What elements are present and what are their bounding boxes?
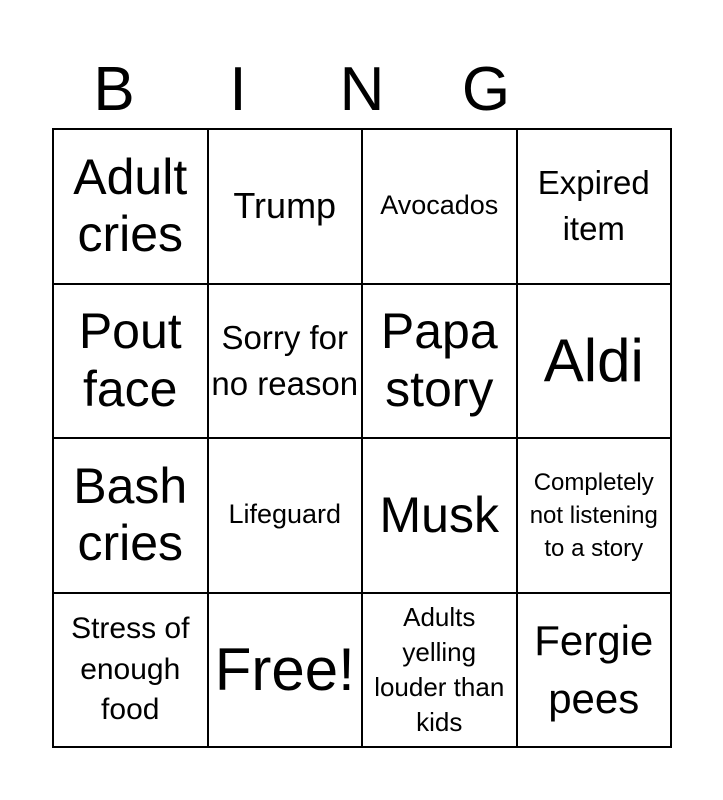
bingo-cell[interactable] — [209, 594, 364, 749]
header-letter-n: N — [339, 55, 385, 124]
cell-label: Adults yelling louder than kids — [374, 602, 505, 737]
cell-label: Pout face — [78, 303, 182, 417]
bingo-cell[interactable] — [54, 594, 209, 749]
cell-label: Papa story — [380, 303, 498, 417]
header-letter-b: B — [93, 55, 135, 124]
cell-label: Lifeguard — [228, 499, 342, 530]
cell-label: Trump — [233, 184, 337, 226]
bingo-cell[interactable] — [363, 130, 518, 285]
header-letter-g: G — [461, 55, 511, 124]
bingo-cell[interactable] — [54, 439, 209, 594]
bingo-cell[interactable] — [209, 130, 364, 285]
bingo-cell[interactable] — [518, 594, 673, 749]
cell-label: Bash cries — [73, 457, 188, 572]
cell-label: Free! — [214, 635, 355, 703]
cell-label: Expired item — [537, 164, 650, 248]
cell-label: Fergie pees — [534, 616, 654, 722]
bingo-cell[interactable] — [209, 285, 364, 440]
bingo-cell[interactable] — [54, 130, 209, 285]
cell-label: Aldi — [543, 326, 644, 394]
bingo-cell[interactable] — [518, 439, 673, 594]
cell-label: Musk — [379, 486, 499, 543]
cell-label: Avocados — [380, 190, 499, 221]
bingo-cell[interactable] — [363, 594, 518, 749]
header-letter-i: I — [229, 55, 247, 124]
bingo-cell[interactable] — [518, 285, 673, 440]
bingo-cell[interactable] — [363, 285, 518, 440]
cell-label: Adult cries — [73, 148, 188, 263]
cell-label: Stress of enough food — [71, 612, 190, 726]
bingo-cell[interactable] — [209, 439, 364, 594]
bingo-cell[interactable] — [518, 130, 673, 285]
cell-label: Sorry for no reason — [211, 318, 359, 402]
bingo-cell[interactable] — [54, 285, 209, 440]
bingo-board — [52, 128, 672, 748]
bingo-cell[interactable] — [363, 439, 518, 594]
cell-label: Completely not listening to a story — [529, 468, 658, 562]
bingo-header — [52, 52, 672, 128]
